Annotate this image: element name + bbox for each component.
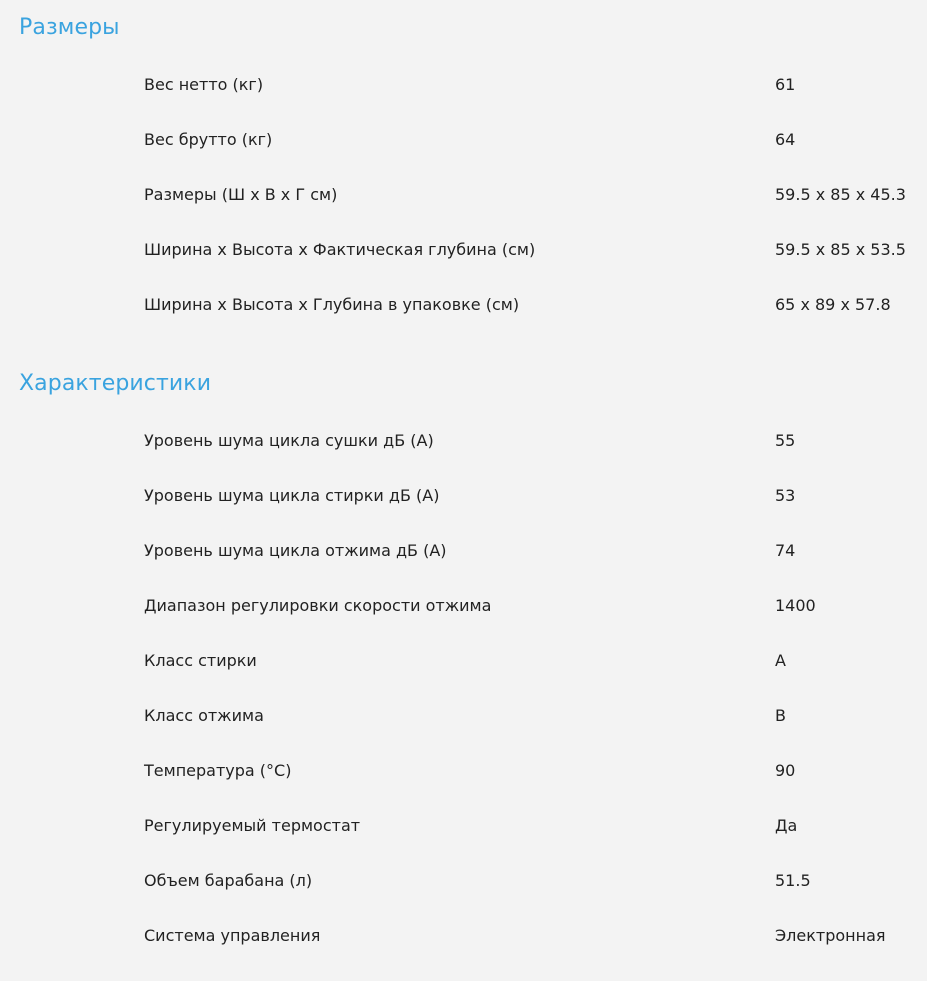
spec-row <box>0 854 927 909</box>
spec-row <box>0 469 927 524</box>
spec-value: A <box>775 651 786 670</box>
spec-label: Размеры (Ш x В x Г см) <box>144 185 338 204</box>
spec-list-dimensions <box>0 58 927 333</box>
spec-label: Класс отжима <box>144 706 264 725</box>
spec-row <box>0 414 927 469</box>
spec-row <box>0 634 927 689</box>
spec-value: 59.5 x 85 x 45.3 <box>775 185 906 204</box>
spec-value: 55 <box>775 431 796 450</box>
spec-value: B <box>775 706 786 725</box>
spec-label: Вес брутто (кг) <box>144 130 273 149</box>
spec-value: 59.5 x 85 x 53.5 <box>775 240 906 259</box>
spec-label: Система управления <box>144 926 321 945</box>
spec-row <box>0 223 927 278</box>
spec-row <box>0 744 927 799</box>
spec-value: 74 <box>775 541 796 560</box>
spec-label: Класс стирки <box>144 651 257 670</box>
spec-value: 1400 <box>775 596 816 615</box>
spec-value: Да <box>775 816 798 835</box>
spec-row <box>0 579 927 634</box>
spec-value: 51.5 <box>775 871 811 890</box>
spec-label: Регулируемый термостат <box>144 816 361 835</box>
spec-row <box>0 113 927 168</box>
spec-label: Уровень шума цикла сушки дБ (А) <box>144 431 434 450</box>
spec-label: Ширина x Высота x Фактическая глубина (см) <box>144 240 536 259</box>
section-title-dimensions: Размеры <box>19 15 120 40</box>
spec-row <box>0 799 927 854</box>
spec-row <box>0 168 927 223</box>
spec-value: 61 <box>775 75 796 94</box>
spec-label: Диапазон регулировки скорости отжима <box>144 596 492 615</box>
spec-label: Уровень шума цикла отжима дБ (А) <box>144 541 447 560</box>
spec-label: Ширина x Высота x Глубина в упаковке (см) <box>144 295 520 314</box>
spec-value: 53 <box>775 486 796 505</box>
spec-row <box>0 909 927 964</box>
spec-row <box>0 524 927 579</box>
spec-row <box>0 278 927 333</box>
spec-label: Вес нетто (кг) <box>144 75 264 94</box>
spec-list-characteristics <box>0 414 927 964</box>
spec-row <box>0 689 927 744</box>
spec-label: Объем барабана (л) <box>144 871 313 890</box>
spec-row <box>0 58 927 113</box>
spec-value: Электронная <box>775 926 886 945</box>
section-title-characteristics: Характеристики <box>19 371 212 396</box>
spec-value: 65 x 89 x 57.8 <box>775 295 891 314</box>
spec-label: Уровень шума цикла стирки дБ (А) <box>144 486 440 505</box>
spec-value: 64 <box>775 130 796 149</box>
spec-label: Температура (°C) <box>144 761 292 780</box>
spec-value: 90 <box>775 761 796 780</box>
